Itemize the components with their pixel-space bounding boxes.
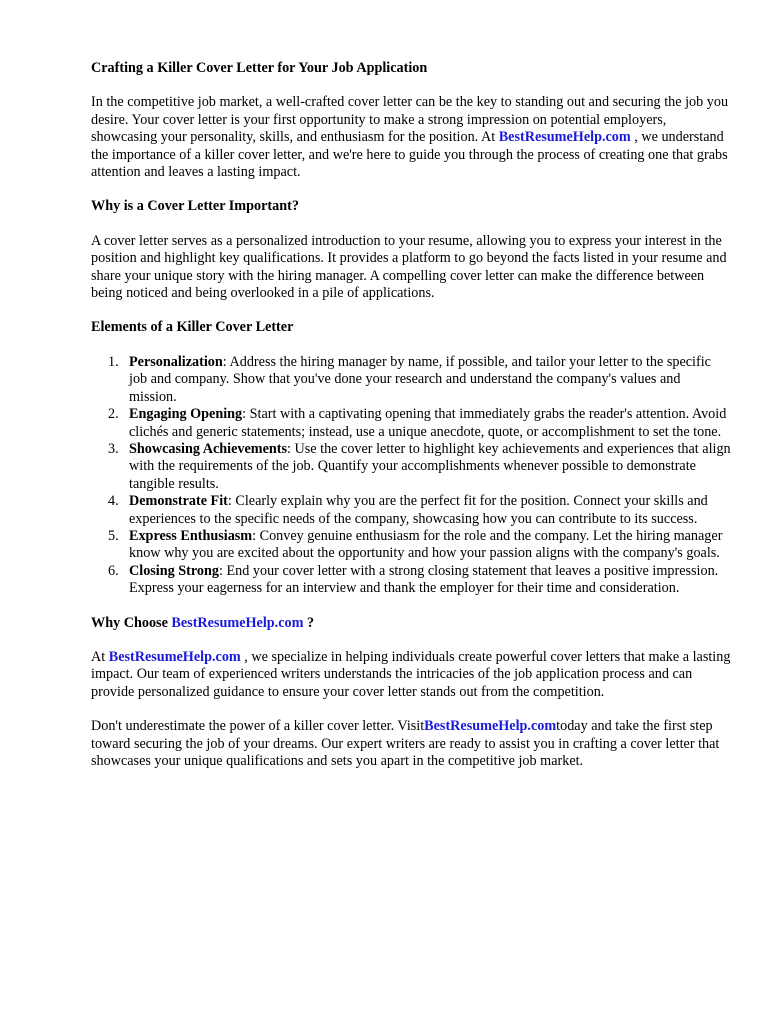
- list-item-text: : Clearly explain why you are the perfect fit for the position. Connect your skills and experiences to the specific needs of the company, showcasing how you can contribute to its success.: [129, 493, 708, 527]
- list-item-number: 3.: [108, 440, 119, 457]
- list-item-number: 2.: [108, 406, 119, 423]
- list-item-term: Showcasing Achievements: [129, 440, 288, 457]
- why-choose-paragraph: [91, 649, 731, 701]
- elements-list: [91, 354, 731, 598]
- list-item-term: Express Enthusiasm: [129, 527, 253, 544]
- list-item-number: 5.: [108, 527, 119, 544]
- intro-text-before: In the competitive job market, a well-crafted cover letter can be the key to standing out and securing the job you desire. Your cover letter is your first opportunity to make a strong impression on potential employers, showcasing your personality, skills, and enthusiasm for the position. At: [91, 94, 729, 146]
- why-important-heading: Why is a Cover Letter Important?: [91, 198, 299, 215]
- list-item: [91, 441, 731, 493]
- list-item: [91, 528, 731, 563]
- list-item-term: Engaging Opening: [129, 406, 243, 423]
- bestresumehelp-link[interactable]: BestResumeHelp.com: [108, 648, 241, 665]
- list-item-text: : Use the cover letter to highlight key achievements and experiences that align with the requirements of the job. Quantify your accomplishments whenever possible to demonstrate tangible results.: [129, 440, 731, 492]
- list-item-number: 1.: [108, 353, 119, 370]
- list-item-number: 4.: [108, 493, 119, 510]
- bestresumehelp-link[interactable]: BestResumeHelp.com: [498, 129, 631, 146]
- elements-heading: Elements of a Killer Cover Letter: [91, 319, 294, 336]
- why-choose-p1-before: At: [91, 648, 109, 665]
- closing-p2-before: Don't underestimate the power of a killer cover letter. Visit: [91, 718, 425, 735]
- why-choose-heading: [91, 615, 731, 632]
- closing-paragraph: [91, 718, 731, 770]
- list-item: [91, 406, 731, 441]
- intro-text-after: , we understand the importance of a killer cover letter, and we're here to guide you through the process of creating one that grabs attention and leaves a lasting impact.: [91, 129, 728, 181]
- bestresumehelp-link[interactable]: BestResumeHelp.com: [424, 718, 557, 735]
- why-choose-heading-before: Why Choose: [91, 614, 172, 631]
- document-page: [91, 60, 731, 770]
- list-item-text: : Address the hiring manager by name, if possible, and tailor your letter to the specific job and company. Show that you've done your research and understand the company's values and mission.: [129, 353, 711, 405]
- list-item-term: Closing Strong: [129, 562, 220, 579]
- list-item: [91, 563, 731, 598]
- why-choose-p1-after: , we specialize in helping individuals create powerful cover letters that make a lasting impact. Our team of experienced writers understands the intricacies of the job application process and can provide personalized guidance to ensure your cover letter stands out from the competition.: [91, 648, 731, 700]
- why-important-paragraph: A cover letter serves as a personalized introduction to your resume, allowing you to express your interest in the position and highlight key qualifications. It provides a platform to go beyond the facts listed in your resume and share your unique story with the hiring manager. A compelling cover letter can make the difference between being noticed and being overlooked in a pile of applications.: [91, 232, 727, 302]
- closing-p2-after: today and take the first step toward securing the job of your dreams. Our expert writers are ready to assist you in crafting a cover letter that showcases your unique qualifications and sets you apart in the competitive job market.: [91, 718, 720, 769]
- list-item-number: 6.: [108, 562, 119, 579]
- list-item: [91, 493, 731, 528]
- list-item-term: Demonstrate Fit: [129, 493, 228, 510]
- document-title: Crafting a Killer Cover Letter for Your Job Application: [91, 60, 428, 76]
- intro-paragraph: [91, 94, 731, 181]
- list-item-text: : Start with a captivating opening that immediately grabs the reader's attention. Avoid clichés and generic statements; instead, use a unique anecdote, quote, or accomplishment to set the tone.: [129, 406, 727, 440]
- list-item: [91, 354, 731, 406]
- why-choose-heading-after: ?: [303, 614, 315, 631]
- list-item-term: Personalization: [129, 353, 223, 370]
- list-item-text: : End your cover letter with a strong closing statement that leaves a positive impression. Express your eagerness for an interview and thank the employer for their time and consideration.: [129, 562, 719, 597]
- list-item-text: : Convey genuine enthusiasm for the role and the company. Let the hiring manager know why you are excited about the opportunity and how your passion aligns with the company's goals.: [129, 527, 723, 562]
- bestresumehelp-link[interactable]: BestResumeHelp.com: [171, 614, 304, 631]
